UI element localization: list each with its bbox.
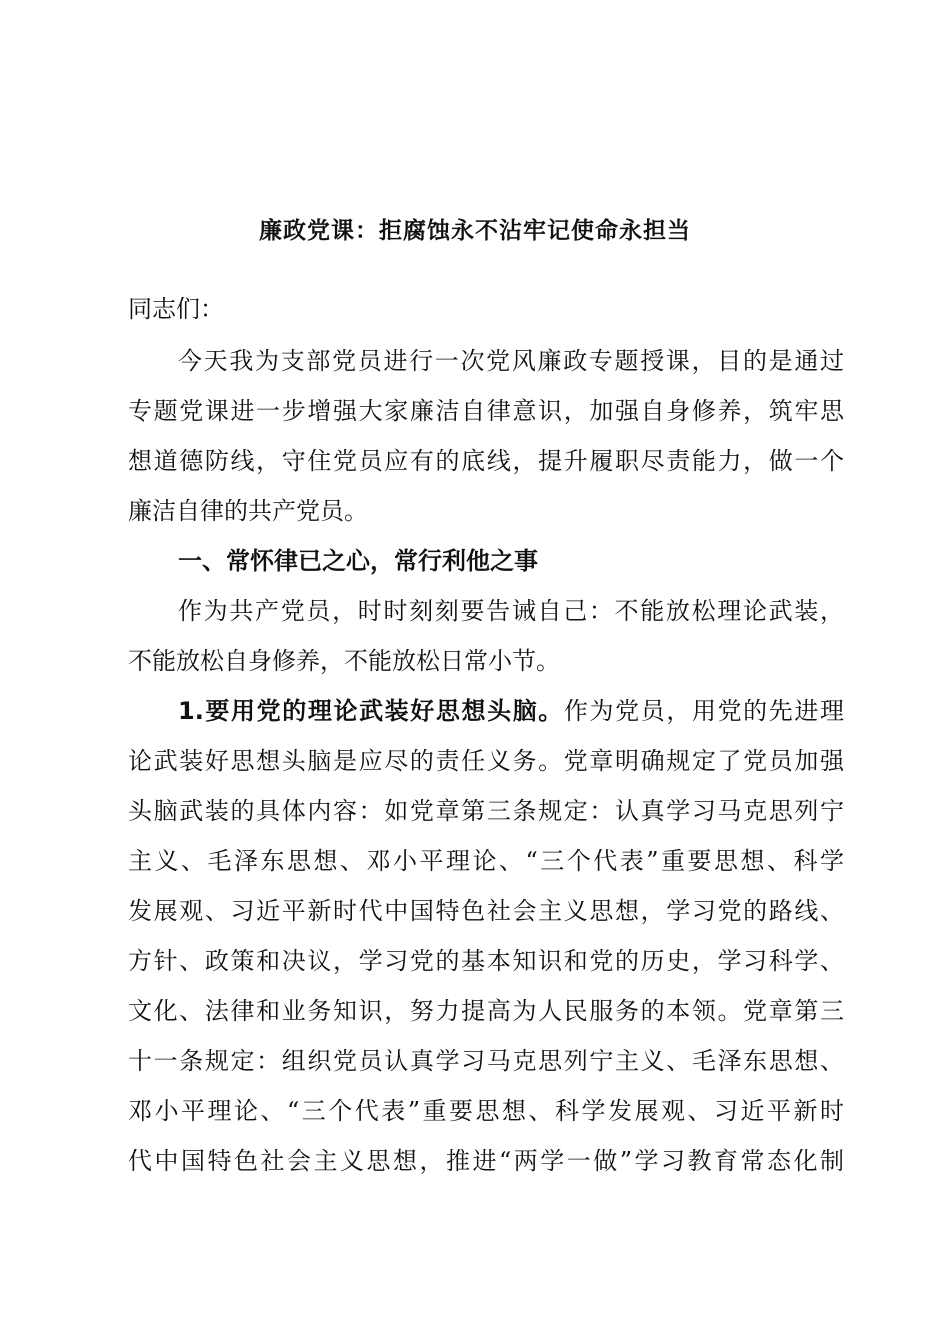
salutation: 同志们： [128, 295, 224, 323]
intro-line-2: 专题党课进一步增强大家廉洁自律意识，加强自身修养，筑牢思 [128, 397, 844, 425]
point-1-first-line [178, 686, 844, 736]
point-1-line-10: 代中国特色社会主义思想，推进“两学一做”学习教育常态化制 [128, 1147, 844, 1175]
point-1-line-9: 邓小平理论、“三个代表”重要思想、科学发展观、习近平新时 [128, 1097, 844, 1125]
intro-line-3: 想道德防线，守住党员应有的底线，提升履职尽责能力，做一个 [128, 447, 844, 475]
point-1-line-7: 文化、法律和业务知识，努力提高为人民服务的本领。党章第三 [128, 997, 844, 1025]
document-title: 廉政党课：拒腐蚀永不沾牢记使命永担当 [259, 218, 691, 244]
intro-line-1: 今天我为支部党员进行一次党风廉政专题授课，目的是通过 [178, 347, 844, 375]
point-1-line-6: 方针、政策和决议，学习党的基本知识和党的历史，学习科学、 [128, 947, 844, 975]
section-intro-line-1: 作为共产党员，时时刻刻要告诫自己：不能放松理论武装， [178, 597, 844, 625]
point-1-line-8: 十一条规定：组织党员认真学习马克思列宁主义、毛泽东思想、 [128, 1047, 844, 1075]
point-1-line-3: 头脑武装的具体内容：如党章第三条规定：认真学习马克思列宁 [128, 797, 844, 825]
section-heading: 一、常怀律已之心，常行利他之事 [178, 547, 538, 575]
intro-line-4: 廉洁自律的共产党员。 [128, 497, 368, 525]
point-1-title: 1.要用党的理论武装好思想头脑。 [178, 697, 564, 725]
point-1-line-4: 主义、毛泽东思想、邓小平理论、“三个代表”重要思想、科学 [128, 847, 844, 875]
point-1-first-rest: 作为党员，用党的先进理 [563, 697, 844, 725]
point-1-line-2: 论武装好思想头脑是应尽的责任义务。党章明确规定了党员加强 [128, 747, 844, 775]
section-intro-line-2: 不能放松自身修养，不能放松日常小节。 [128, 647, 560, 675]
point-1-line-5: 发展观、习近平新时代中国特色社会主义思想，学习党的路线、 [128, 897, 844, 925]
